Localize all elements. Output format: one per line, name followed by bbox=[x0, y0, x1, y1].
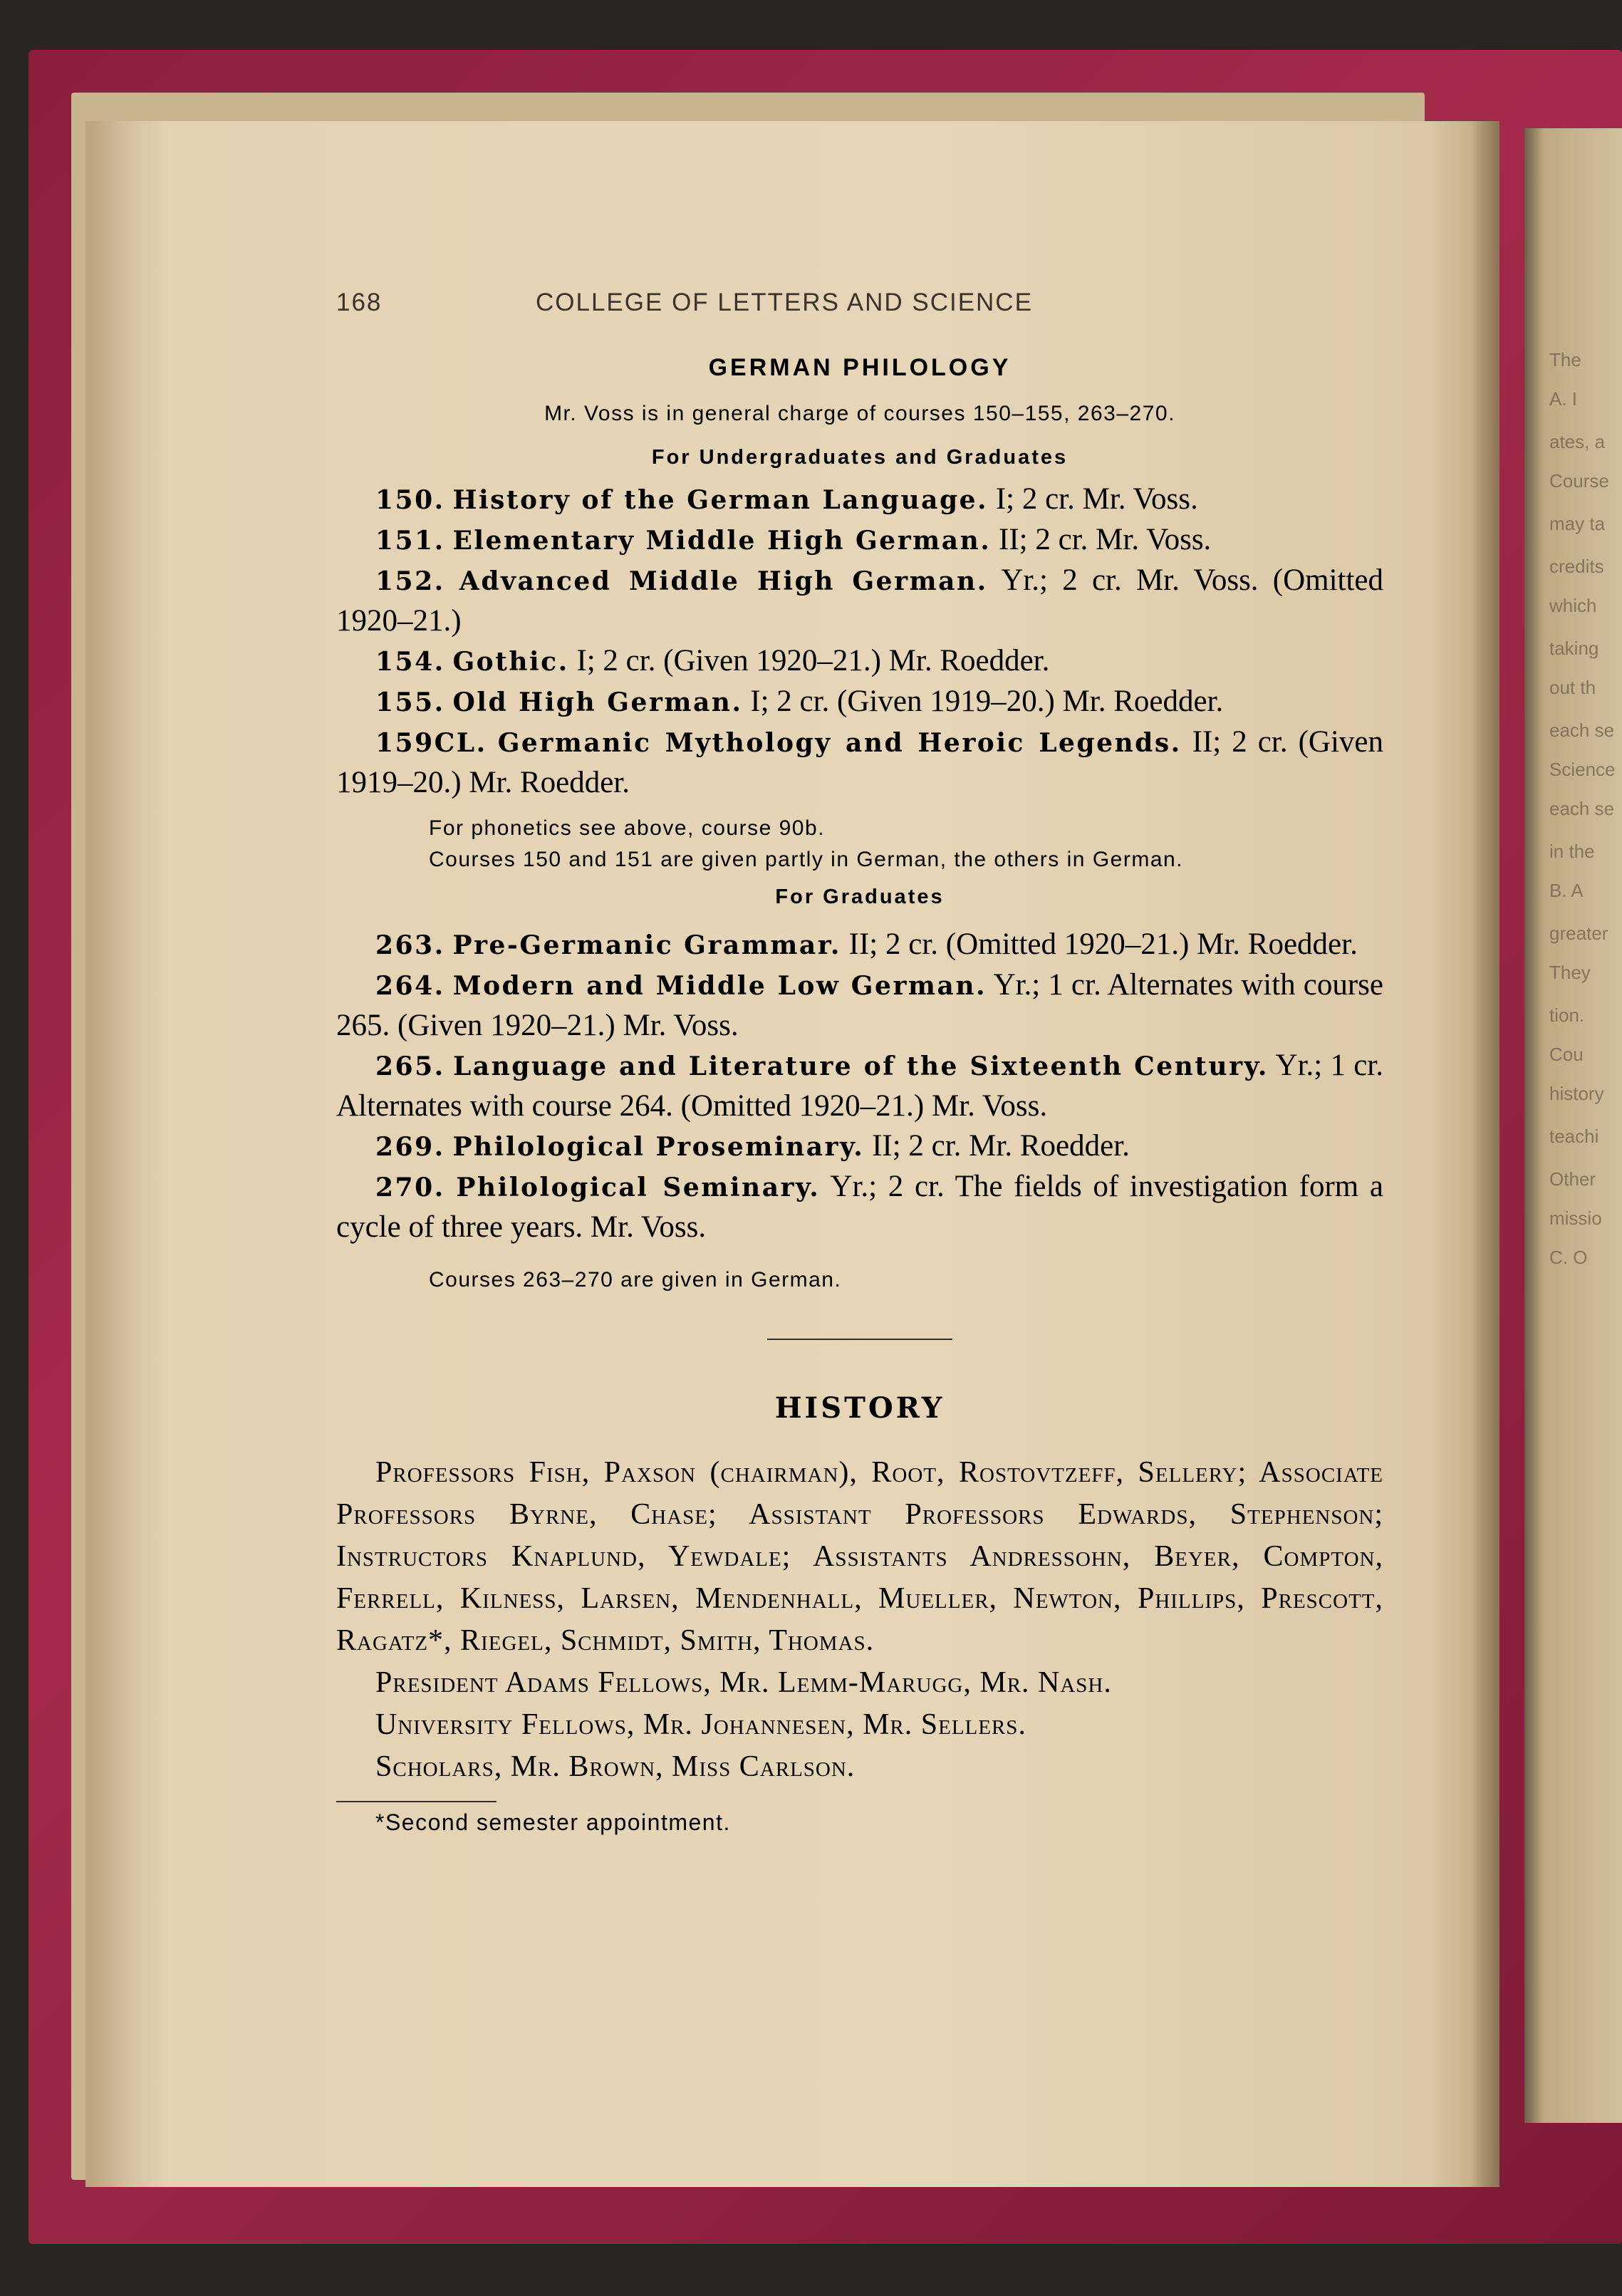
course-title: History of the German Language. bbox=[452, 485, 989, 515]
running-head bbox=[336, 289, 1383, 317]
section-divider bbox=[767, 1339, 952, 1340]
course-number: 152. bbox=[375, 566, 445, 596]
next-page-fragment: teachi bbox=[1549, 1126, 1599, 1147]
page-number: 168 bbox=[336, 289, 383, 316]
course-entry bbox=[336, 1126, 1383, 1167]
running-title: COLLEGE OF LETTERS AND SCIENCE bbox=[536, 289, 1033, 316]
course-details: I; 2 cr. Mr. Voss. bbox=[988, 482, 1198, 516]
next-page-fragment: taking bbox=[1549, 638, 1599, 659]
course-number: 270. bbox=[375, 1173, 445, 1202]
next-page-fragment: each se bbox=[1549, 720, 1615, 741]
fellows-line: University Fellows, Mr. Johannesen, Mr. Sellers. bbox=[375, 1708, 1026, 1741]
course-number: 150. bbox=[375, 485, 445, 515]
next-page-fragment: out th bbox=[1549, 677, 1596, 698]
course-title: Philological Seminary. bbox=[456, 1173, 821, 1202]
footnote-rule bbox=[336, 1801, 497, 1802]
next-page-fragment: ates, a bbox=[1549, 431, 1606, 452]
undergrad-course-list bbox=[336, 479, 1383, 803]
course-number: 263. bbox=[375, 930, 445, 960]
next-page-fragment: each se bbox=[1549, 798, 1615, 819]
course-title: Gothic. bbox=[452, 647, 569, 677]
course-entry bbox=[336, 561, 1383, 641]
course-details: I; 2 cr. (Given 1919–20.) Mr. Roedder. bbox=[742, 685, 1224, 718]
course-title: Advanced Middle High German. bbox=[459, 566, 988, 596]
course-entry bbox=[336, 925, 1383, 965]
history-fellows bbox=[336, 1662, 1383, 1788]
next-page-fragment: greater bbox=[1549, 923, 1608, 944]
course-details: II; 2 cr. (Given 1919–20.) Mr. Roedder. bbox=[336, 725, 1383, 799]
course-title: Old High German. bbox=[452, 687, 743, 717]
phonetics-note: For phonetics see above, course 90b. bbox=[429, 816, 825, 840]
course-entry bbox=[336, 1167, 1383, 1247]
next-page-fragment: credits bbox=[1549, 556, 1604, 577]
course-number: 151. bbox=[375, 526, 445, 556]
course-entry bbox=[336, 520, 1383, 561]
subhead-undergraduates: For Undergraduates and Graduates bbox=[651, 446, 1069, 469]
next-page-fragment: tion. bbox=[1549, 1004, 1585, 1026]
next-page-fragment: They bbox=[1549, 962, 1591, 983]
grad-course-list bbox=[336, 925, 1383, 1247]
section-title-history: HISTORY bbox=[774, 1391, 945, 1425]
next-page-fragment: may ta bbox=[1549, 513, 1606, 534]
next-page-fragment: Science bbox=[1549, 759, 1616, 780]
course-title: Language and Literature of the Sixteenth Century. bbox=[452, 1051, 1269, 1081]
course-details: Yr.; 2 cr. Mr. Voss. (Omitted 1920–21.) bbox=[336, 563, 1384, 638]
footnote: *Second semester appointment. bbox=[375, 1809, 731, 1835]
language-note: Courses 150 and 151 are given partly in German, the others in German. bbox=[429, 848, 1184, 871]
course-details: Yr.; 1 cr. Alternates with course 264. (Omitted 1920–21.) Mr. Voss. bbox=[336, 1049, 1384, 1123]
course-number: 155. bbox=[375, 687, 445, 717]
course-number: 159CL. bbox=[375, 728, 487, 758]
course-number: 269. bbox=[375, 1132, 445, 1162]
course-title: Modern and Middle Low German. bbox=[452, 971, 987, 1001]
course-number: 154. bbox=[375, 647, 445, 677]
course-number: 265. bbox=[375, 1051, 445, 1081]
next-page-fragment: A. I bbox=[1549, 388, 1578, 410]
section-title-german-philology: GERMAN PHILOLOGY bbox=[708, 354, 1012, 381]
course-title: Pre-Germanic Grammar. bbox=[452, 930, 841, 960]
next-page-fragment: The bbox=[1549, 349, 1581, 370]
next-page-fragment: which bbox=[1549, 595, 1597, 616]
fellows-line: Scholars, Mr. Brown, Miss Carlson. bbox=[375, 1750, 856, 1783]
next-page-fragment: in the bbox=[1549, 841, 1595, 862]
course-entry bbox=[336, 722, 1383, 803]
course-entry bbox=[336, 1046, 1383, 1126]
next-page-fragment: history bbox=[1549, 1083, 1604, 1104]
course-details: I; 2 cr. (Given 1920–21.) Mr. Roedder. bbox=[568, 644, 1050, 677]
course-details: Yr.; 2 cr. The fields of investigation form a cycle of three years. Mr. Voss. bbox=[336, 1170, 1383, 1244]
next-page-fragment: Cou bbox=[1549, 1044, 1584, 1065]
course-entry bbox=[336, 965, 1383, 1046]
course-entry bbox=[336, 479, 1383, 520]
course-title: Philological Proseminary. bbox=[452, 1132, 865, 1162]
grad-note: Courses 263–270 are given in German. bbox=[429, 1268, 842, 1292]
course-details: II; 2 cr. (Omitted 1920–21.) Mr. Roedder. bbox=[841, 928, 1358, 961]
course-title: Germanic Mythology and Heroic Legends. bbox=[497, 728, 1182, 758]
next-page-fragment: Other bbox=[1549, 1168, 1596, 1190]
next-page-fragment: B. A bbox=[1549, 880, 1584, 901]
course-details: II; 2 cr. Mr. Voss. bbox=[991, 523, 1212, 556]
next-page-fragment: missio bbox=[1549, 1207, 1602, 1229]
course-entry bbox=[336, 682, 1383, 722]
subhead-graduates: For Graduates bbox=[775, 885, 945, 908]
course-title: Elementary Middle High German. bbox=[452, 526, 992, 556]
charge-statement: Mr. Voss is in general charge of courses 150–155, 263–270. bbox=[544, 402, 1175, 425]
course-details: II; 2 cr. Mr. Roedder. bbox=[864, 1129, 1130, 1163]
next-page-edge bbox=[1524, 128, 1622, 2123]
page-content bbox=[336, 289, 1383, 1836]
fellows-line: President Adams Fellows, Mr. Lemm-Marugg, Mr. Nash. bbox=[375, 1666, 1112, 1699]
course-number: 264. bbox=[375, 971, 445, 1001]
history-staff: Professors Fish, Paxson (chairman), Root, Rostovtzeff, Sellery; Associate Professors Byrne, Chase; Assistant Professors Edwards, Stephenson; Instructors Knaplund, Yewdale; Assistants Andressohn, Beyer, Compton, Ferrell, Kilness, Larsen, Mendenhall, Mueller, Newton, Phillips, Prescott, Ragatz*, Riegel, Schmidt, Smith, Thomas. bbox=[336, 1456, 1383, 1657]
course-details: Yr.; 1 cr. Alternates with course 265. (Given 1920–21.) Mr. Voss. bbox=[336, 968, 1383, 1042]
next-page-fragment: C. O bbox=[1549, 1247, 1588, 1268]
course-entry bbox=[336, 641, 1383, 682]
next-page-fragment: Course bbox=[1549, 470, 1609, 492]
